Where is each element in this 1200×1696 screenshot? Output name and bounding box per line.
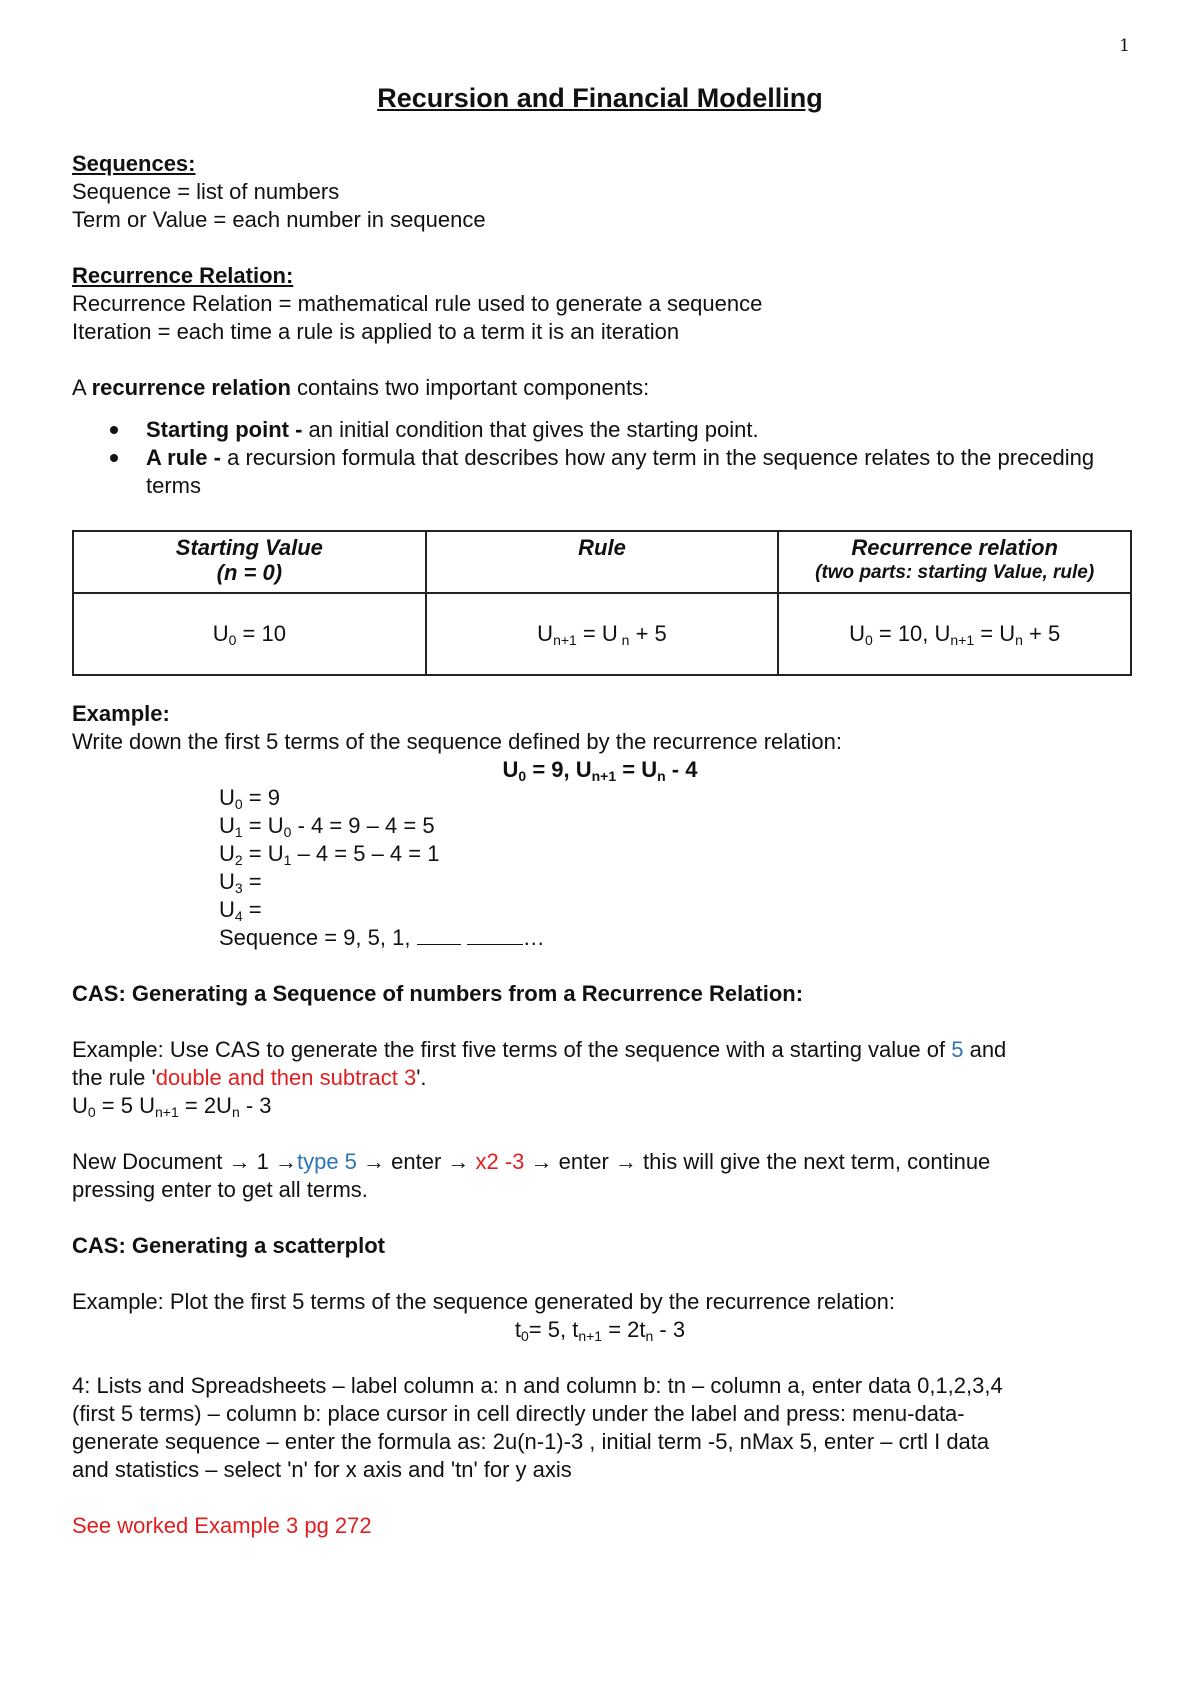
list-item: Starting point - an initial condition that gives the starting point.	[108, 416, 1108, 444]
instructions-line-4: and statistics – select 'n' for x axis and 'tn' for y axis	[72, 1457, 572, 1482]
header-starting-value: Starting Value (n = 0)	[73, 531, 426, 593]
instructions-line-1: 4: Lists and Spreadsheets – label column a: n and column b: tn – column a, enter data 0,1,2,3,4	[72, 1373, 1003, 1398]
step-u2: $U_2 = U_1 - 4 = 5 - 4 = 1$	[219, 841, 440, 868]
sequences-heading: Sequences:	[72, 151, 196, 176]
step-u0: $U_0 = 9$	[219, 785, 280, 812]
recurrence-intro-bold: recurrence relation	[91, 375, 291, 400]
recurrence-line-2: Iteration = each time a rule is applied to a term it is an iteration	[72, 319, 680, 344]
header-rule: Rule	[426, 531, 779, 593]
step-u3: $U_3$ =	[219, 869, 262, 896]
recurrence-heading: Recurrence Relation:	[72, 263, 294, 288]
cell-rule: $U_{n+1} = U$ $_n$ + 5	[426, 593, 779, 675]
table-row	[73, 593, 1131, 675]
example-text: Write down the first 5 terms of the sequence defined by the recurrence relation:	[72, 729, 842, 754]
page-title: Recursion and Financial Modelling	[377, 83, 823, 113]
bullet-icon	[110, 454, 118, 462]
answer-blank	[417, 924, 461, 945]
bullet-icon	[110, 426, 118, 434]
cas-formula: $U_0 = 5$ $U_{n+1} = 2U_n - 3$	[72, 1093, 272, 1120]
cell-starting-value: $U_0 = 10$	[73, 593, 426, 675]
example-formula: $U_0 = 9$, $U_{n+1} = U_n - 4$	[502, 757, 698, 784]
sequences-line-1: Sequence = list of numbers	[72, 179, 340, 204]
header-recurrence-relation: Recurrence relation (two parts: starting Value, rule)	[778, 531, 1131, 593]
cas-scatterplot-heading: CAS: Generating a scatterplot	[72, 1233, 385, 1258]
instructions-line-3: generate sequence – enter the formula as: 2u(n-1)-3 , initial term -5, nMax 5, enter – crtl I data	[72, 1429, 990, 1454]
page-number: 1	[1119, 36, 1130, 56]
cas-example-line-1: Example: Use CAS to generate the first five terms of the sequence with a starting value of 5 and	[72, 1037, 1007, 1062]
cas-example-line-2: the rule 'double and then subtract 3'.	[72, 1065, 427, 1090]
components-list	[108, 416, 1108, 500]
list-item: A rule - a recursion formula that describes how any term in the sequence relates to the preceding terms	[108, 444, 1108, 500]
cas-sequence-heading: CAS: Generating a Sequence of numbers from a Recurrence Relation:	[72, 981, 804, 1006]
sequences-line-2: Term or Value = each number in sequence	[72, 207, 486, 232]
recurrence-intro: A recurrence relation contains two important components:	[72, 375, 650, 400]
recurrence-table	[72, 530, 1132, 676]
cas-steps-line-1: New Document → 1 →type 5 → enter → x2 -3 → enter → this will give the next term, continue	[72, 1149, 991, 1174]
scatterplot-example: Example: Plot the first 5 terms of the sequence generated by the recurrence relation:	[72, 1289, 896, 1314]
step-u1: $U_1 = U_0 - 4 = 9 - 4 = 5$	[219, 813, 435, 840]
step-u4: $U_4$ =	[219, 897, 262, 924]
cell-recurrence-relation: $U_0 = 10$, $U_{n+1} = U_n + 5$	[778, 593, 1131, 675]
instructions-line-2: (first 5 terms) – column b: place cursor in cell directly under the label and press: menu-data-	[72, 1401, 965, 1426]
sequence-answer: Sequence = 9, 5, 1, …	[219, 925, 545, 950]
scatterplot-formula: $t_0= 5$, $t_{n+1} = 2t_n - 3$	[514, 1317, 686, 1344]
table-header-row	[73, 531, 1131, 593]
answer-blank	[467, 924, 523, 945]
see-worked-example: See worked Example 3 pg 272	[72, 1513, 372, 1538]
recurrence-line-1: Recurrence Relation = mathematical rule used to generate a sequence	[72, 291, 763, 316]
example-heading: Example:	[72, 701, 170, 726]
cas-steps-line-2: pressing enter to get all terms.	[72, 1177, 368, 1202]
